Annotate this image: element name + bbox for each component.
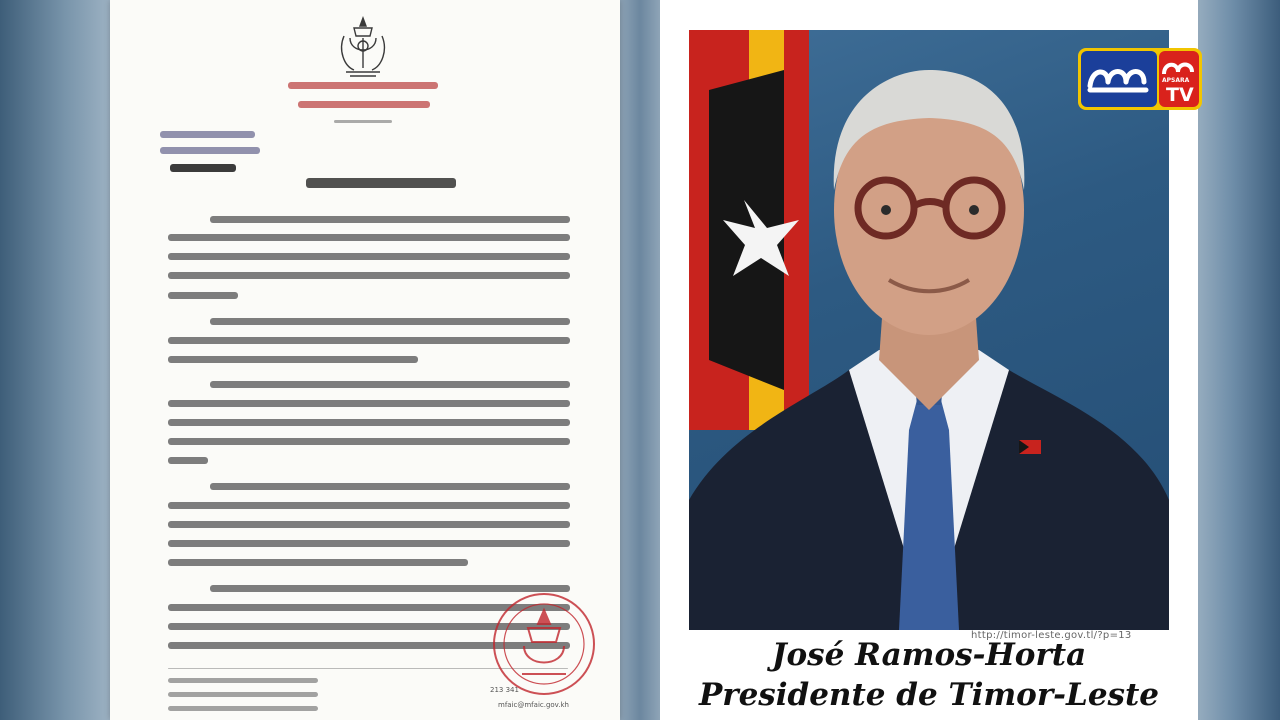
footer-phone: 213 341 xyxy=(490,686,519,694)
background-left xyxy=(0,0,110,720)
background-middle xyxy=(620,0,660,720)
person-name: José Ramos-Horta xyxy=(771,637,1087,673)
portrait-illustration xyxy=(689,30,1169,630)
official-seal-icon xyxy=(488,588,600,700)
background-right xyxy=(1200,0,1280,720)
logo-tv-text: TV xyxy=(1166,84,1194,106)
apsara-tv-logo xyxy=(1078,48,1202,110)
logo-brand-text: APSARA xyxy=(1162,77,1190,84)
person-title: Presidente de Timor-Leste xyxy=(698,677,1160,713)
royal-emblem-icon xyxy=(332,14,394,80)
document-title xyxy=(306,178,456,188)
portrait-photo xyxy=(689,30,1169,630)
footer-email: mfaic@mfaic.gov.kh xyxy=(498,701,569,709)
press-release-document xyxy=(110,0,620,720)
image-credit-url: http://timor-leste.gov.tl/?p=13 xyxy=(971,630,1132,641)
